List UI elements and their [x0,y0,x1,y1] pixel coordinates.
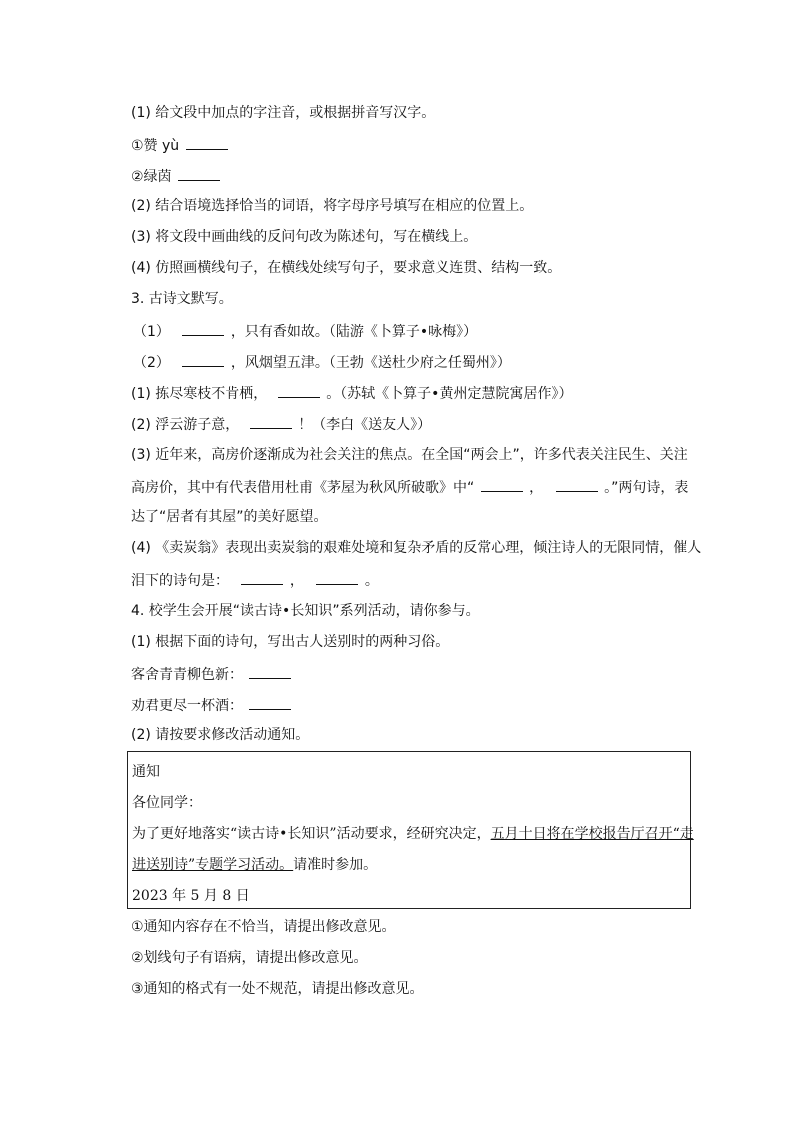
q2-item1 [131,135,230,155]
q2-sub3: (3) 将文段中画曲线的反问句改为陈述句，写在横线上。 [131,229,478,245]
q3-line5b [131,477,688,497]
q3-line6b [131,570,379,590]
q3-l6b-mid: ， [289,573,304,589]
q4-sub2: (2) 请按要求修改活动通知。 [131,727,310,743]
notice-body1-underline: 五月十日将在学校报告厅召开“走 [490,826,694,842]
notice-heading: 通知 [132,764,160,780]
q3-line2 [133,352,511,372]
q3-l6b-post: 。 [364,573,379,589]
q3-l4-pre: (2) 浮云游子意， [131,417,240,433]
q3-l5b-pre: 高房价，其中有代表借用杜甫《茅屋为秋风所破歌》中“ [131,480,475,496]
q2-item1-text: ①赞 yù [131,138,180,154]
q3-l3-pre: (1) 拣尽寒枝不肯栖， [131,386,268,402]
q3-line6a: (4) 《卖炭翁》表现出卖炭翁的艰难处境和复杂矛盾的反常心理，倾注诗人的无限同情，催人 [131,540,702,556]
q3-line3 [131,383,572,403]
answer-blank[interactable] [481,477,523,492]
q3-line1 [133,321,477,341]
q3-l5b-mid: ， [529,480,544,496]
q2-sub2: (2) 结合语境选择恰当的词语，将字母序号填写在相应的位置上。 [131,198,534,214]
notice-body-line2 [132,854,377,874]
q3-line5a: (3) 近年来，高房价逐渐成为社会关注的焦点。在全国“两会上”，许多代表关注民生、关注 [131,447,688,463]
answer-blank[interactable] [278,383,320,398]
answer-blank[interactable] [186,135,228,150]
notice-body2-underline: 进送别诗”专题学习活动。 [132,857,294,873]
q3-l2-pre: （2） [133,355,170,371]
q4-poem1-text: 客舍青青柳色新： [131,667,243,683]
q2-item2 [131,166,222,186]
q2-sub4: (4) 仿照画横线句子，在横线处续写句子，要求意义连贯、结构一致。 [131,260,562,276]
q3-l4-post: ！（李白《送友人》） [298,417,432,433]
answer-blank[interactable] [249,695,291,710]
answer-blank[interactable] [250,414,292,429]
answer-blank[interactable] [556,477,598,492]
q3-l5b-post: 。”两句诗，表 [604,480,689,496]
answer-blank[interactable] [182,352,224,367]
answer-blank[interactable] [249,664,291,679]
q2-sub1: (1) 给文段中加点的字注音，或根据拼音写汉字。 [131,105,436,121]
q3-title: 3. 古诗文默写。 [131,291,233,307]
notice-date: 2023 年 5 月 8 日 [132,888,250,904]
q4-req2: ②划线句子有语病，请提出修改意见。 [131,950,368,966]
answer-blank[interactable] [178,166,220,181]
q4-title: 4. 校学生会开展“读古诗•长知识”系列活动，请你参与。 [131,603,480,619]
q3-l3-post: 。（苏轼《卜算子•黄州定慧院寓居作》） [326,386,573,402]
notice-body-line1 [132,823,694,843]
q4-req1: ①通知内容存在不恰当，请提出修改意见。 [131,919,396,935]
notice-greeting: 各位同学： [132,795,202,811]
q3-l1-post: ，只有香如故。（陆游《卜算子•咏梅》） [230,324,478,340]
q4-req3: ③通知的格式有一处不规范，请提出修改意见。 [131,981,424,997]
q2-item2-text: ②绿茵 [131,169,172,185]
q3-l2-post: ，风烟望五津。（王勃《送杜少府之任蜀州》） [230,355,511,371]
q4-poem2-text: 劝君更尽一杯酒： [131,698,243,714]
notice-box [127,751,694,909]
notice-body2-plain: 请准时参加。 [293,857,378,873]
q3-l6b-pre: 泪下的诗句是： [131,573,229,589]
q4-sub1: (1) 根据下面的诗句，写出古人送别时的两种习俗。 [131,634,450,650]
q4-poem1 [131,664,293,684]
answer-blank[interactable] [182,321,224,336]
q4-poem2 [131,695,293,715]
q3-line4 [131,414,431,434]
q3-l1-pre: （1） [133,324,170,340]
answer-blank[interactable] [241,570,283,585]
notice-body1-plain: 为了更好地落实“读古诗•长知识”活动要求，经研究决定， [132,826,491,842]
q3-line5c: 达了“居者有其屋”的美好愿望。 [131,509,328,525]
answer-blank[interactable] [316,570,358,585]
